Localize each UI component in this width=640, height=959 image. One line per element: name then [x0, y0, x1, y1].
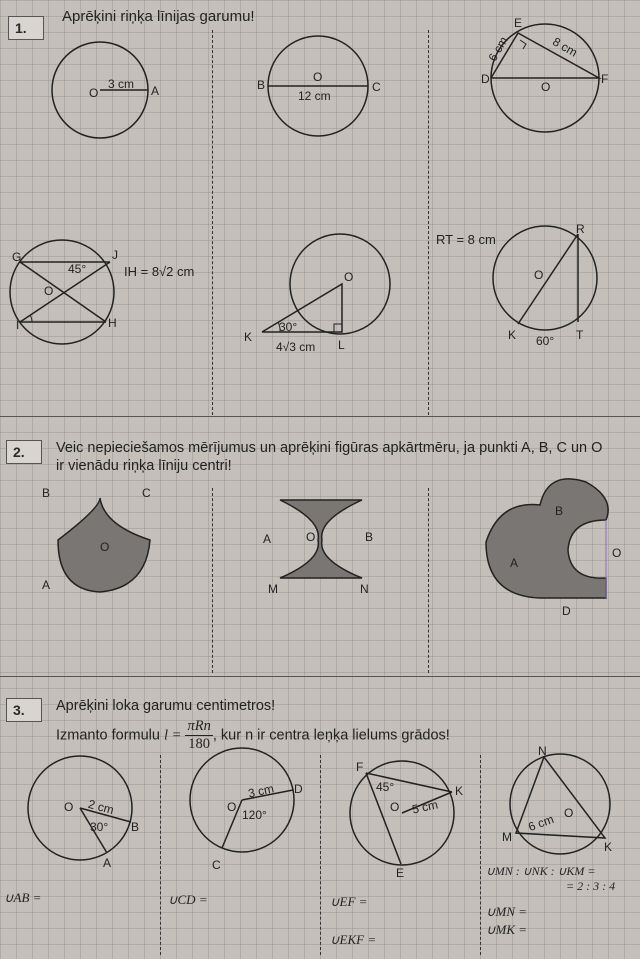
point-label: B: [257, 78, 266, 92]
length-label: 6 cm: [526, 811, 556, 835]
circle-figure: [510, 754, 613, 854]
section-title-continued: ir vienādu riņķa līniju centri!: [56, 458, 232, 474]
point-label: O: [64, 800, 74, 814]
length-label: 12 cm: [298, 89, 331, 103]
shaded-figure: [486, 479, 608, 598]
length-label: 6 cm: [485, 34, 511, 64]
answer-field: ∪CD =: [168, 892, 208, 907]
length-label: 3 cm: [108, 77, 135, 91]
given-value: RT = 8 cm: [436, 232, 496, 247]
section-number: 2.: [6, 440, 42, 464]
section-title: Aprēķini riņķa līnijas garumu!: [62, 8, 255, 25]
point-label: O: [227, 800, 237, 814]
point-label: A: [263, 532, 272, 546]
ratio-text: ∪MN : ∪NK : ∪KM =: [486, 864, 596, 878]
diameter-line: [518, 234, 578, 324]
point-label: B: [42, 486, 51, 500]
answer-field: ∪MK =: [486, 922, 528, 937]
point-label: O: [100, 540, 110, 554]
point-label: B: [131, 820, 140, 834]
point-label: N: [360, 582, 369, 596]
point-label: I: [16, 318, 20, 332]
formula-numerator: πRn: [187, 718, 211, 734]
formula-prefix: Izmanto formulu: [56, 727, 160, 744]
length-label: 4√3 cm: [276, 340, 316, 354]
point-label: O: [564, 806, 574, 820]
formula-denominator: 180: [188, 736, 211, 752]
point-label: B: [365, 530, 374, 544]
point-label: A: [103, 856, 112, 870]
shaded-figure: [280, 500, 362, 578]
angle-arc: [30, 315, 32, 322]
answer-field: ∪EF =: [330, 894, 368, 909]
answer-field: ∪MN =: [486, 904, 528, 919]
point-label: R: [576, 222, 585, 236]
point-label: O: [344, 270, 354, 284]
point-label: D: [294, 782, 303, 796]
ratio-text: = 2 : 3 : 4: [566, 879, 616, 893]
point-label: H: [108, 316, 117, 330]
point-label: C: [212, 858, 221, 872]
point-label: M: [268, 582, 278, 596]
point-label: M: [502, 830, 512, 844]
point-label: A: [42, 578, 51, 592]
length-label: 8 cm: [550, 34, 580, 60]
point-label: K: [508, 328, 517, 342]
point-label: C: [372, 80, 381, 94]
point-label: T: [576, 328, 584, 342]
formula-suffix: , kur n ir centra leņķa lielums grādos!: [212, 727, 450, 744]
angle-label: 30°: [90, 820, 109, 834]
right-angle-mark: [520, 40, 526, 49]
angle-label: 45°: [68, 262, 87, 276]
point-label: E: [514, 16, 523, 30]
point-label: E: [396, 866, 405, 880]
formula-lhs: l =: [164, 727, 182, 744]
point-label: O: [313, 70, 323, 84]
point-label: D: [481, 72, 490, 86]
answer-field: ∪EKF =: [330, 932, 377, 947]
angle-label: 120°: [242, 808, 267, 822]
point-label: F: [356, 760, 364, 774]
point-label: A: [510, 556, 519, 570]
point-label: A: [151, 84, 160, 98]
point-label: O: [612, 546, 622, 560]
point-label: O: [541, 80, 551, 94]
section-number: 1.: [8, 16, 44, 40]
length-label: 5 cm: [410, 797, 440, 817]
circle-figure: [290, 234, 390, 334]
point-label: G: [12, 250, 22, 264]
point-label: C: [142, 486, 151, 500]
right-angle-mark: [334, 324, 342, 332]
point-label: L: [338, 338, 345, 352]
point-label: O: [390, 800, 400, 814]
point-label: O: [44, 284, 54, 298]
point-label: N: [538, 744, 547, 758]
point-label: O: [306, 530, 316, 544]
point-label: F: [601, 72, 609, 86]
section-title: Aprēķini loka garumu centimetros!: [56, 698, 276, 714]
point-label: D: [562, 604, 571, 618]
angle-label: 60°: [536, 334, 555, 348]
point-label: K: [455, 784, 464, 798]
point-label: K: [604, 840, 613, 854]
triangle-figure: [262, 284, 342, 332]
point-label: J: [112, 248, 118, 262]
given-value: IH = 8√2 cm: [124, 264, 195, 279]
point-label: K: [244, 330, 253, 344]
length-label: 3 cm: [246, 781, 276, 801]
point-label: B: [555, 504, 564, 518]
angle-label: 45°: [376, 780, 395, 794]
section-title: Veic nepieciešamos mērījumus un aprēķini figūras apkārtmēru, ja punkti A, B, C un O: [56, 440, 603, 456]
section-number: 3.: [6, 698, 42, 722]
answer-field: ∪AB =: [4, 890, 42, 905]
point-label: O: [534, 268, 544, 282]
angle-label: 30°: [279, 320, 298, 334]
point-label: O: [89, 86, 99, 100]
circle-figure: [493, 226, 597, 330]
length-label: 2 cm: [86, 796, 116, 818]
